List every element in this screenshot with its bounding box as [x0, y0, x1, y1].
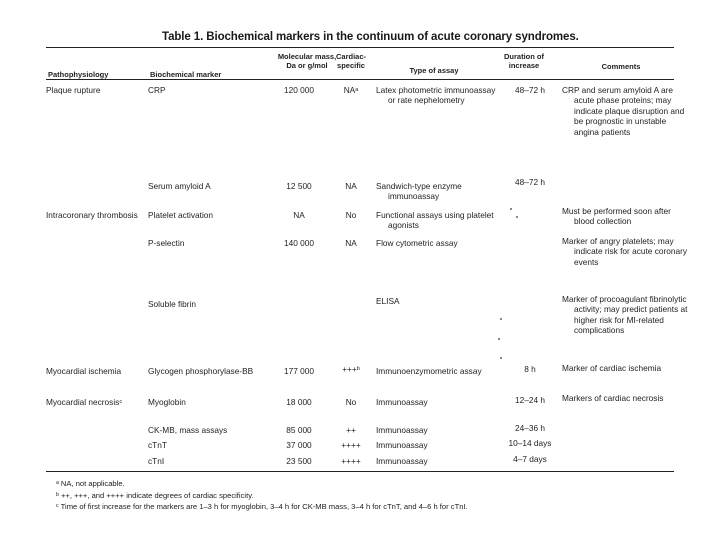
header-cardiac: Cardiac-specific: [335, 52, 366, 70]
cell-mass-ctnt: 37 000: [286, 440, 312, 450]
header-comments: Comments: [601, 62, 641, 71]
cell-assay-soluble-fibrin: ELISA: [376, 296, 400, 306]
cell-duration-ck-mb: 24–36 h: [515, 423, 545, 433]
cell-marker-serum-amyloid: Serum amyloid A: [148, 181, 211, 191]
cell-assay-ctnt: Immunoassay: [376, 440, 428, 450]
cell-mass-ck-mb: 85 000: [286, 425, 312, 435]
cell-marker-ck-mb: CK-MB, mass assays: [148, 425, 228, 435]
cell-marker-soluble-fibrin: Soluble fibrin: [148, 299, 196, 309]
cell-mass-serum-amyloid: 12 500: [286, 181, 312, 191]
cell-marker-glycogen-phosphorylase: Glycogen phosphorylase-BB: [148, 366, 254, 376]
header-rule: [46, 79, 674, 80]
top-rule: [46, 47, 674, 48]
cell-cardiac-glycogen-phosphorylase: +++ᵇ: [342, 364, 360, 374]
cell-comments-soluble-fibrin: Marker of procoagulant fibrinolytic activity; may predict patients at higher risk for MI-related complications: [562, 294, 688, 336]
cell-cardiac-p-selectin: NA: [345, 238, 357, 248]
cell-assay-crp: Latex photometric immunoassay or rate nephelometry: [376, 85, 496, 106]
cell-assay-myoglobin: Immunoassay: [376, 397, 428, 407]
scan-speck: [498, 338, 500, 340]
cell-marker-p-selectin: P-selectin: [148, 238, 185, 248]
cell-assay-platelet-activation: Functional assays using platelet agonists: [376, 210, 494, 231]
scan-speck: [516, 216, 518, 218]
header-marker: Biochemical marker: [150, 70, 222, 79]
cell-mass-myoglobin: 18 000: [286, 397, 312, 407]
cell-cardiac-crp: NAᵃ: [343, 85, 359, 95]
bottom-rule: [46, 471, 674, 472]
cell-comments-myoglobin: Markers of cardiac necrosis: [562, 393, 664, 403]
cell-marker-ctni: cTnI: [148, 456, 165, 466]
cell-cardiac-ctnt: ++++: [341, 440, 361, 450]
cell-assay-p-selectin: Flow cytometric assay: [376, 238, 458, 248]
header-duration: Duration of increase: [504, 52, 544, 70]
cell-duration-crp: 48–72 h: [515, 85, 545, 95]
header-assay: Type of assay: [409, 66, 459, 75]
footnotes: [56, 478, 656, 513]
cell-assay-serum-amyloid: Sandwich-type enzyme immunoassay: [376, 181, 462, 202]
header-mass: Molecular mass, Da or g/mol: [277, 52, 337, 70]
cell-mass-ctni: 23 500: [286, 456, 312, 466]
cell-mass-platelet-activation: NA: [293, 210, 305, 220]
scan-speck: [510, 208, 512, 210]
scan-speck: [500, 357, 502, 359]
cell-path-myocardial-ischemia: Myocardial ischemia: [46, 366, 122, 376]
cell-cardiac-myoglobin: No: [345, 397, 357, 407]
cell-assay-glycogen-phosphorylase: Immunoenzymometric assay: [376, 366, 482, 376]
cell-duration-ctni: 4–7 days: [513, 454, 547, 464]
header-pathophysiology: Pathophysiology: [48, 70, 109, 79]
cell-duration-myoglobin: 12–24 h: [515, 395, 545, 405]
cell-cardiac-ck-mb: ++: [346, 425, 356, 435]
footnote-c: ᶜ Time of first increase for the markers are 1–3 h for myoglobin, 3–4 h for CK-MB mass, 3–4 h for cTnT, and 4–6 h for cTnI.: [56, 502, 468, 511]
cell-assay-ctni: Immunoassay: [376, 456, 428, 466]
cell-mass-glycogen-phosphorylase: 177 000: [284, 366, 314, 376]
cell-marker-myoglobin: Myoglobin: [148, 397, 186, 407]
cell-marker-ctnt: cTnT: [148, 440, 167, 450]
cell-path-intracoronary-thrombosis: Intracoronary thrombosis: [46, 210, 138, 220]
cell-comments-glycogen-phosphorylase: Marker of cardiac ischemia: [562, 363, 662, 373]
cell-assay-ck-mb: Immunoassay: [376, 425, 428, 435]
cell-duration-ctnt: 10–14 days: [508, 438, 552, 448]
cell-path-myocardial-necrosis: Myocardial necrosisᶜ: [46, 397, 123, 407]
cell-duration-serum-amyloid: 48–72 h: [515, 177, 545, 187]
footnote-b: ᵇ ++, +++, and ++++ indicate degrees of cardiac specificity.: [56, 490, 254, 500]
scan-speck: [500, 318, 502, 320]
cell-path-plaque-rupture: Plaque rupture: [46, 85, 101, 95]
cell-cardiac-ctni: ++++: [341, 456, 361, 466]
cell-cardiac-platelet-activation: No: [345, 210, 357, 220]
cell-marker-platelet-activation: Platelet activation: [148, 210, 214, 220]
cell-cardiac-serum-amyloid: NA: [345, 181, 357, 191]
cell-duration-glycogen-phosphorylase: 8 h: [524, 364, 536, 374]
cell-comments-platelet-activation: Must be performed soon after blood collection: [562, 206, 671, 227]
cell-mass-crp: 120 000: [284, 85, 314, 95]
footnote-a: ᵃ NA, not applicable.: [56, 479, 125, 488]
cell-marker-crp: CRP: [148, 85, 166, 95]
cell-mass-p-selectin: 140 000: [284, 238, 314, 248]
cell-comments-crp: CRP and serum amyloid A are acute phase proteins; may indicate plaque disruption and be prognostic in unstable angina patients: [562, 85, 685, 137]
cell-comments-p-selectin: Marker of angry platelets; may indicate risk for acute coronary events: [562, 236, 687, 267]
table-title: Table 1. Biochemical markers in the continuum of acute coronary syndromes.: [162, 31, 579, 43]
